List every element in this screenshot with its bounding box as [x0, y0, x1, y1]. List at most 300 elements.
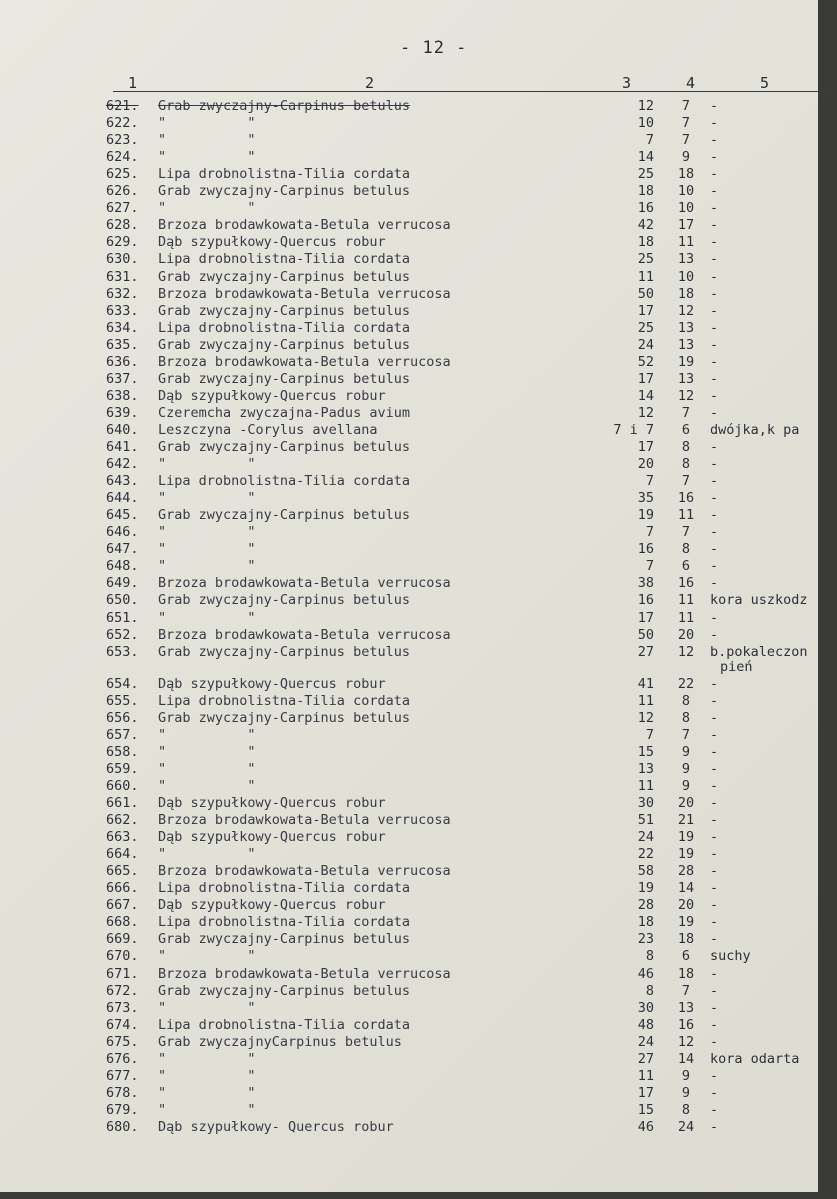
value-col-4: 18 — [677, 166, 695, 183]
value-col-3: 28 — [637, 897, 654, 914]
table-row — [0, 863, 818, 880]
table-row — [0, 166, 818, 183]
species-name: Grab zwyczajny-Carpinus betulus — [158, 643, 410, 660]
species-name: Brzoza brodawkowata-Betula verrucosa — [158, 353, 451, 370]
value-col-3: 19 — [637, 880, 654, 897]
remark: suchy — [710, 948, 751, 965]
row-number: 679. — [106, 1101, 139, 1118]
value-col-3: 17 — [637, 439, 654, 455]
value-col-3: 16 — [637, 541, 654, 558]
row-number: 676. — [106, 1050, 139, 1067]
row-number: 665. — [106, 863, 139, 880]
remark: - — [710, 319, 719, 336]
table-row — [0, 354, 818, 371]
value-col-3: 35 — [637, 490, 654, 507]
remark: - — [710, 115, 719, 132]
value-col-4: 11 — [677, 592, 695, 609]
remark: - — [710, 251, 719, 268]
value-col-3: 50 — [637, 626, 654, 643]
species-name: " " — [158, 541, 256, 558]
table-row — [0, 251, 818, 268]
species-name: " " — [158, 846, 256, 863]
value-col-3: 46 — [637, 965, 654, 982]
column-header-4: 4 — [686, 74, 696, 92]
value-col-4: 13 — [677, 370, 695, 387]
table-row — [0, 422, 818, 439]
table-row — [0, 983, 818, 1000]
row-number: 646. — [106, 524, 139, 541]
remark: - — [710, 183, 719, 200]
table-row — [0, 627, 818, 644]
value-col-3: 11 — [637, 777, 654, 794]
table-row — [0, 320, 818, 337]
species-name: Lipa drobnolistna-Tilia cordata — [158, 692, 410, 709]
table-row — [0, 524, 818, 541]
row-number: 672. — [106, 982, 139, 999]
table-row — [0, 1034, 818, 1051]
column-header-2: 2 — [365, 74, 375, 92]
table-row — [0, 286, 818, 303]
remark: - — [710, 302, 719, 319]
species-name: " " — [158, 726, 256, 743]
remark: - — [710, 609, 719, 626]
row-number: 680. — [106, 1118, 139, 1135]
table-row — [0, 456, 818, 473]
value-col-3: 25 — [637, 319, 654, 336]
table-row — [0, 676, 818, 693]
value-col-3: 8 — [645, 948, 654, 965]
row-number: 673. — [106, 999, 139, 1016]
value-col-4: 6 — [681, 558, 691, 575]
row-number: 644. — [106, 490, 139, 507]
row-number: 633. — [106, 302, 139, 319]
row-number: 642. — [106, 456, 139, 473]
row-number: 628. — [106, 217, 139, 234]
table-row — [0, 693, 818, 710]
row-number: 656. — [106, 709, 139, 726]
species-name: " " — [158, 1050, 256, 1067]
remark-continuation: pień — [720, 658, 753, 675]
species-name: Grab zwyczajny-Carpinus betulus — [158, 507, 410, 524]
value-col-4: 16 — [677, 490, 695, 507]
value-col-4: 7 — [681, 132, 691, 149]
value-col-3: 18 — [637, 234, 654, 251]
table-row — [0, 610, 818, 627]
value-col-4: 8 — [681, 1101, 691, 1118]
table-row — [0, 966, 818, 983]
row-number: 626. — [106, 183, 139, 200]
table-row — [0, 558, 818, 575]
value-col-4: 18 — [677, 931, 695, 948]
table-row — [0, 371, 818, 388]
remark: - — [710, 98, 719, 114]
species-name: Lipa drobnolistna-Tilia cordata — [158, 880, 410, 897]
table-row — [0, 490, 818, 507]
species-name: Dąb szypułkowy-Quercus robur — [158, 829, 386, 846]
remark: - — [710, 675, 719, 692]
table-row — [0, 931, 818, 948]
remark: - — [710, 234, 719, 251]
table-row — [0, 575, 818, 592]
value-col-3: 27 — [637, 643, 654, 660]
remark: - — [710, 897, 719, 914]
column-header-3: 3 — [622, 74, 632, 92]
table-row — [0, 183, 818, 200]
remark: - — [710, 777, 719, 794]
value-col-3: 7 i 7 — [613, 421, 654, 438]
remark: dwójka,k pa — [710, 421, 800, 438]
species-name: " " — [158, 200, 256, 217]
value-col-3: 52 — [637, 353, 654, 370]
species-name: Grab zwyczajny-Carpinus betulus — [158, 336, 410, 353]
species-name: Leszczyna -Corylus avellana — [158, 421, 378, 438]
value-col-3: 17 — [637, 609, 654, 626]
species-name: Dąb szypułkowy-Quercus robur — [158, 387, 386, 404]
row-number: 623. — [106, 132, 139, 149]
row-number: 657. — [106, 726, 139, 743]
remark: - — [710, 132, 719, 149]
value-col-4: 9 — [681, 149, 691, 166]
row-number: 639. — [106, 404, 139, 421]
value-col-4: 13 — [677, 251, 695, 268]
row-number: 661. — [106, 795, 139, 811]
page-number: - 12 - — [400, 38, 468, 58]
table-row — [0, 132, 818, 149]
remark: - — [710, 217, 719, 234]
row-number: 629. — [106, 234, 139, 251]
table-row — [0, 1085, 818, 1102]
remark: - — [710, 626, 719, 643]
remark: - — [710, 387, 719, 404]
value-col-3: 20 — [637, 456, 654, 473]
value-col-3: 27 — [637, 1050, 654, 1067]
value-col-4: 9 — [681, 777, 691, 794]
value-col-3: 25 — [637, 166, 654, 183]
value-col-3: 11 — [637, 692, 654, 709]
species-name: " " — [158, 1101, 256, 1118]
value-col-4: 6 — [681, 421, 691, 438]
remark: - — [710, 829, 719, 846]
value-col-3: 23 — [637, 931, 654, 948]
value-col-4: 7 — [681, 524, 691, 541]
value-col-4: 11 — [677, 609, 695, 626]
value-col-3: 25 — [637, 251, 654, 268]
value-col-4: 28 — [677, 863, 695, 880]
table-row — [0, 303, 818, 320]
value-col-3: 19 — [637, 507, 654, 524]
row-number: 643. — [106, 473, 139, 490]
row-number: 631. — [106, 268, 139, 285]
value-col-4: 14 — [677, 880, 695, 897]
value-col-3: 18 — [637, 183, 654, 200]
remark: - — [710, 473, 719, 490]
table-row — [0, 914, 818, 931]
value-col-4: 7 — [681, 98, 691, 114]
species-name: Lipa drobnolistna-Tilia cordata — [158, 1016, 410, 1033]
value-col-3: 42 — [637, 217, 654, 234]
table-row — [0, 897, 818, 914]
species-name: " " — [158, 948, 256, 965]
value-col-3: 10 — [637, 115, 654, 132]
value-col-3: 38 — [637, 575, 654, 592]
value-col-4: 12 — [677, 643, 695, 660]
value-col-4: 9 — [681, 1067, 691, 1084]
remark: - — [710, 1067, 719, 1084]
row-number: 652. — [106, 626, 139, 643]
value-col-4: 20 — [677, 897, 695, 914]
species-name: Grab zwyczajny-Carpinus betulus — [158, 931, 410, 948]
row-number: 669. — [106, 931, 139, 948]
value-col-3: 22 — [637, 846, 654, 863]
row-number: 647. — [106, 541, 139, 558]
remark: - — [710, 1016, 719, 1033]
table-row — [0, 1000, 818, 1017]
value-col-4: 10 — [677, 200, 695, 217]
remark: - — [710, 760, 719, 777]
row-number: 648. — [106, 558, 139, 575]
species-name: Brzoza brodawkowata-Betula verrucosa — [158, 575, 451, 592]
table-row — [0, 948, 818, 965]
value-col-4: 10 — [677, 183, 695, 200]
value-col-4: 7 — [681, 726, 691, 743]
value-col-4: 18 — [677, 965, 695, 982]
species-name: Grab zwyczajny-Carpinus betulus — [158, 98, 410, 114]
remark: - — [710, 863, 719, 880]
value-col-4: 9 — [681, 1084, 691, 1101]
value-col-3: 51 — [637, 812, 654, 829]
row-number: 650. — [106, 592, 139, 609]
value-col-4: 19 — [677, 829, 695, 846]
species-name: Grab zwyczajny-Carpinus betulus — [158, 439, 410, 455]
value-col-4: 8 — [681, 439, 691, 455]
row-number: 660. — [106, 777, 139, 794]
value-col-3: 13 — [637, 760, 654, 777]
table-row — [0, 644, 818, 661]
species-name: Lipa drobnolistna-Tilia cordata — [158, 251, 410, 268]
remark: - — [710, 456, 719, 473]
value-col-3: 11 — [637, 1067, 654, 1084]
row-number: 645. — [106, 507, 139, 524]
value-col-4: 12 — [677, 302, 695, 319]
remark: - — [710, 336, 719, 353]
row-number: 674. — [106, 1016, 139, 1033]
row-number: 666. — [106, 880, 139, 897]
species-name: Grab zwyczajny-Carpinus betulus — [158, 302, 410, 319]
value-col-3: 41 — [637, 675, 654, 692]
value-col-3: 30 — [637, 795, 654, 811]
value-col-4: 12 — [677, 1033, 695, 1050]
species-name: " " — [158, 149, 256, 166]
value-col-4: 18 — [677, 285, 695, 302]
remark: - — [710, 709, 719, 726]
row-number: 638. — [106, 387, 139, 404]
value-col-3: 7 — [645, 558, 654, 575]
table-row — [0, 727, 818, 744]
value-col-4: 6 — [681, 948, 691, 965]
remark: - — [710, 353, 719, 370]
species-name: " " — [158, 524, 256, 541]
row-number: 634. — [106, 319, 139, 336]
remark: - — [710, 1118, 719, 1135]
value-col-3: 11 — [637, 268, 654, 285]
remark: - — [710, 166, 719, 183]
species-name: " " — [158, 115, 256, 132]
value-col-3: 18 — [637, 914, 654, 931]
remark: - — [710, 268, 719, 285]
value-col-3: 15 — [637, 743, 654, 760]
species-name: " " — [158, 456, 256, 473]
value-col-4: 7 — [681, 115, 691, 132]
value-col-4: 8 — [681, 692, 691, 709]
value-col-4: 8 — [681, 541, 691, 558]
row-number: 664. — [106, 846, 139, 863]
remark: - — [710, 795, 719, 811]
table-row — [0, 1068, 818, 1085]
row-number: 658. — [106, 743, 139, 760]
column-header-5: 5 — [760, 74, 770, 92]
header-rule — [113, 91, 831, 92]
species-name: Lipa drobnolistna-Tilia cordata — [158, 319, 410, 336]
remark: kora uszkodz — [710, 592, 808, 609]
species-name: Lipa drobnolistna-Tilia cordata — [158, 914, 410, 931]
table-row — [0, 541, 818, 558]
remark: - — [710, 931, 719, 948]
value-col-4: 7 — [681, 404, 691, 421]
species-name: " " — [158, 609, 256, 626]
row-number: 668. — [106, 914, 139, 931]
species-name: " " — [158, 777, 256, 794]
species-name: Grab zwyczajny-Carpinus betulus — [158, 982, 410, 999]
table-row — [0, 778, 818, 795]
remark: - — [710, 1101, 719, 1118]
table-row — [0, 812, 818, 829]
remark: - — [710, 439, 719, 455]
row-number: 636. — [106, 353, 139, 370]
value-col-4: 13 — [677, 319, 695, 336]
remark: - — [710, 692, 719, 709]
remark: - — [710, 726, 719, 743]
row-number: 654. — [106, 675, 139, 692]
value-col-3: 14 — [637, 387, 654, 404]
species-name: " " — [158, 490, 256, 507]
row-number: 653. — [106, 643, 139, 660]
row-number: 678. — [106, 1084, 139, 1101]
species-name: Brzoza brodawkowata-Betula verrucosa — [158, 217, 451, 234]
value-col-4: 13 — [677, 336, 695, 353]
species-name: " " — [158, 1067, 256, 1084]
value-col-3: 46 — [637, 1118, 654, 1135]
remark: - — [710, 1033, 719, 1050]
remark: - — [710, 982, 719, 999]
value-col-4: 17 — [677, 217, 695, 234]
table-row — [0, 473, 818, 490]
row-number: 630. — [106, 251, 139, 268]
value-col-3: 58 — [637, 863, 654, 880]
species-name: Brzoza brodawkowata-Betula verrucosa — [158, 863, 451, 880]
value-col-4: 16 — [677, 1016, 695, 1033]
value-col-3: 17 — [637, 1084, 654, 1101]
row-number: 651. — [106, 609, 139, 626]
table-row — [0, 269, 818, 286]
remark: - — [710, 812, 719, 829]
remark: - — [710, 370, 719, 387]
species-name: Czeremcha zwyczajna-Padus avium — [158, 404, 410, 421]
table-row — [0, 200, 818, 217]
species-name: " " — [158, 760, 256, 777]
table-row — [0, 761, 818, 778]
table-row — [0, 507, 818, 524]
value-col-3: 12 — [637, 404, 654, 421]
value-col-3: 48 — [637, 1016, 654, 1033]
value-col-3: 50 — [637, 285, 654, 302]
table-row — [0, 234, 818, 251]
table-row — [0, 744, 818, 761]
table-row — [0, 829, 818, 846]
value-col-4: 19 — [677, 353, 695, 370]
remark: - — [710, 999, 719, 1016]
remark: - — [710, 846, 719, 863]
value-col-3: 30 — [637, 999, 654, 1016]
table-row — [0, 439, 818, 456]
value-col-4: 16 — [677, 575, 695, 592]
row-number: 625. — [106, 166, 139, 183]
species-name: " " — [158, 558, 256, 575]
value-col-4: 14 — [677, 1050, 695, 1067]
row-number: 662. — [106, 812, 139, 829]
value-col-3: 15 — [637, 1101, 654, 1118]
remark: - — [710, 965, 719, 982]
value-col-4: 22 — [677, 675, 695, 692]
value-col-3: 24 — [637, 829, 654, 846]
table-row — [0, 710, 818, 727]
remark: - — [710, 880, 719, 897]
species-name: " " — [158, 999, 256, 1016]
species-name: Dąb szypułkowy-Quercus robur — [158, 795, 386, 811]
value-col-4: 11 — [677, 507, 695, 524]
table-row — [0, 1102, 818, 1119]
species-name: Grab zwyczajny-Carpinus betulus — [158, 183, 410, 200]
species-name: Grab zwyczajny-Carpinus betulus — [158, 370, 410, 387]
value-col-4: 13 — [677, 999, 695, 1016]
value-col-4: 10 — [677, 268, 695, 285]
remark: - — [710, 914, 719, 931]
remark: - — [710, 285, 719, 302]
value-col-4: 9 — [681, 743, 691, 760]
row-number: 641. — [106, 439, 139, 455]
value-col-3: 24 — [637, 336, 654, 353]
species-name: Lipa drobnolistna-Tilia cordata — [158, 166, 410, 183]
value-col-4: 9 — [681, 760, 691, 777]
value-col-4: 21 — [677, 812, 695, 829]
remark: - — [710, 541, 719, 558]
value-col-3: 8 — [645, 982, 654, 999]
remark: - — [710, 1084, 719, 1101]
row-number: 622. — [106, 115, 139, 132]
remark: - — [710, 743, 719, 760]
table-row — [0, 337, 818, 354]
remark: - — [710, 524, 719, 541]
species-name: Dąb szypułkowy-Quercus robur — [158, 675, 386, 692]
remark: - — [710, 558, 719, 575]
species-name: Dąb szypułkowy-Quercus robur — [158, 234, 386, 251]
value-col-3: 16 — [637, 200, 654, 217]
row-number: 655. — [106, 692, 139, 709]
value-col-4: 11 — [677, 234, 695, 251]
species-name: Grab zwyczajnyCarpinus betulus — [158, 1033, 402, 1050]
row-number: 627. — [106, 200, 139, 217]
table-row — [0, 1119, 818, 1136]
species-name: " " — [158, 743, 256, 760]
